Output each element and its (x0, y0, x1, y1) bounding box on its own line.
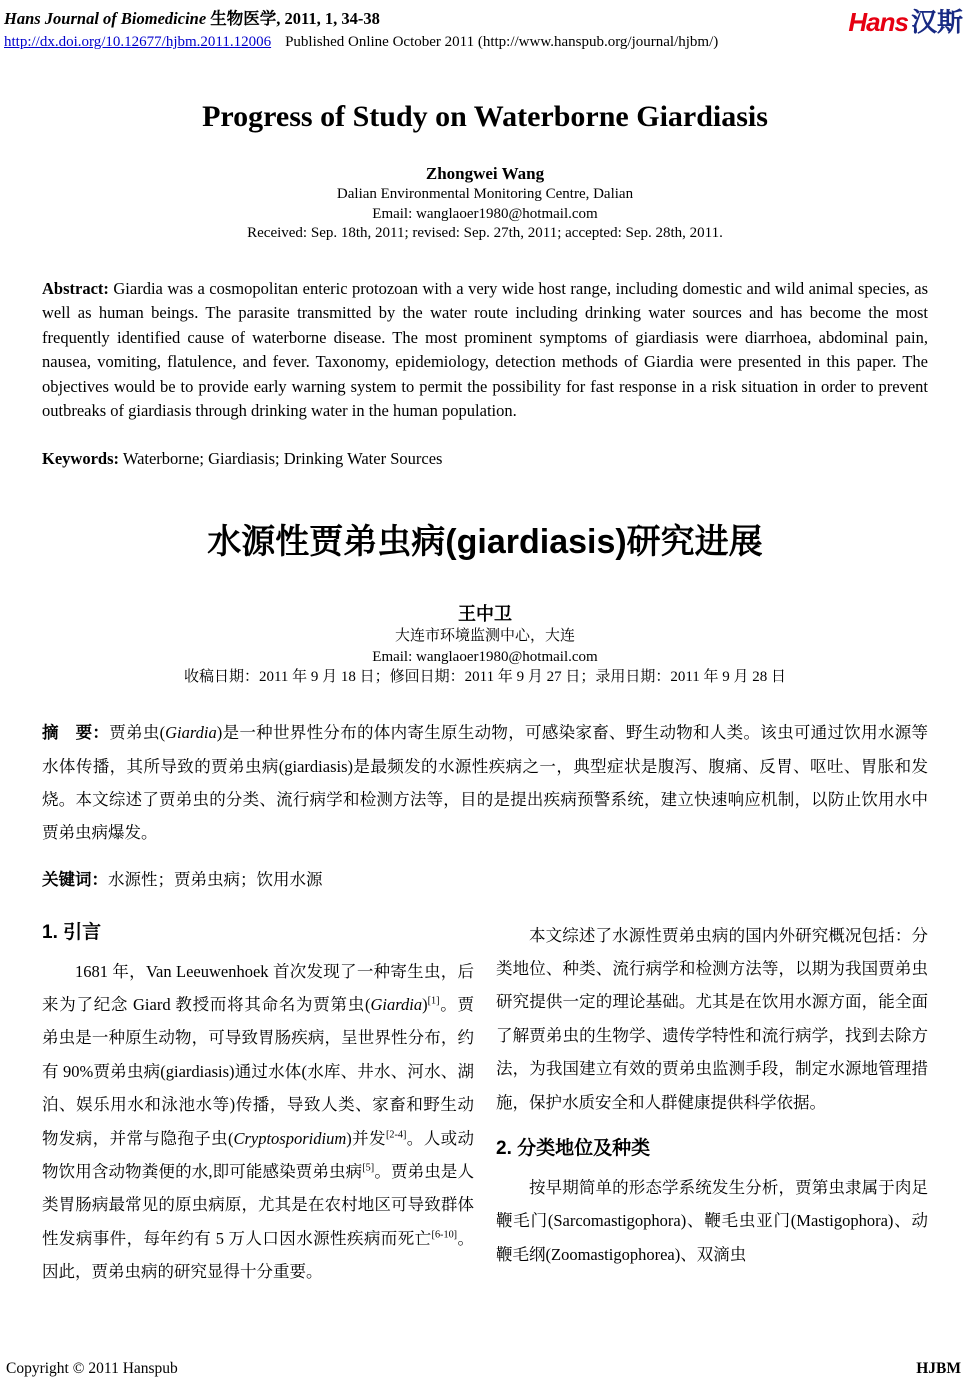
article-title-zh: 水源性贾弟虫病(giardiasis)研究进展 (207, 523, 763, 562)
journal-abbrev: HJBM (916, 1360, 961, 1377)
author-block-zh (42, 602, 928, 688)
abstract-label-en: Abstract: (42, 278, 109, 298)
keywords-zh (42, 863, 928, 897)
two-column-body (42, 919, 928, 1289)
doi-link[interactable]: http://dx.doi.org/10.12677/hjbm.2011.12006 (4, 34, 272, 50)
keywords-label-zh: 关键词： (42, 870, 108, 889)
hans-logo-zh: 汉斯 (910, 7, 963, 37)
taxonomy-paragraph: 按早期简单的形态学系统发生分析，贾第虫隶属于肉足鞭毛门(Sarcomastigophora)、鞭毛虫亚门(Mastigophora)、动鞭毛纲(Zoomastigophorea)、双滴虫 (496, 1178, 928, 1264)
abstract-text-en: Giardia was a cosmopolitan enteric protozoan with a very wide host range, including domestic and wild animal species, as well as human beings. The parasite transmitted by the water route including drinking water sources and has become the most frequently identified cause of waterborne disease. The most prominent symptoms of giardiasis were diarrhoea, abdominal pain, nausea, vomiting, flatulence, and fever. Taxonomy, epidemiology, detection methods of Giardia were presented in this paper. The objectives would be to provide early warning system to permit the possibility for fast response in a risk situation in order to prevent outbreaks of giardiasis through drinking water in the human population. (42, 278, 928, 421)
right-column (496, 919, 928, 1289)
author-name-en: Zhongwei Wang (425, 164, 545, 183)
keywords-label-en: Keywords: (42, 449, 119, 469)
section-1-heading: 1. 引言 (42, 921, 102, 943)
main-content (4, 98, 963, 1289)
keywords-en (42, 447, 928, 471)
overview-paragraph: 本文综述了水源性贾弟虫病的国内外研究概况包括：分类地位、种类、流行病学和检测方法等，以期为我国贾弟虫研究提供一定的理论基础。尤其是在饮用水源方面，能全面了解贾弟虫的生物学、遗传学特性和流行病学，找到去除方法，为我国建立有效的贾弟虫监测手段，制定水源地管理措施，保护水质安全和人群健康提供科学依据。 (496, 925, 928, 1112)
page-header (4, 8, 963, 52)
article-title-en: Progress of Study on Waterborne Giardiasis (202, 100, 768, 133)
published-info: Published Online October 2011 (http://www.hanspub.org/journal/hjbm/) (285, 34, 719, 50)
section-2-heading: 2. 分类地位及种类 (496, 1138, 651, 1159)
keywords-text-zh: 水源性；贾弟虫病；饮用水源 (108, 869, 323, 889)
dates-zh: 收稿日期：2011 年 9 月 18 日；修回日期：2011 年 9 月 27 日；录用日期：2011 年 9 月 28 日 (183, 669, 787, 686)
author-block-en (42, 163, 928, 244)
keywords-text-en: Waterborne; Giardiasis; Drinking Water Sources (119, 449, 443, 469)
hans-logo (848, 8, 963, 36)
abstract-label-zh: 摘 要： (42, 723, 110, 742)
author-name-zh: 王中卫 (458, 604, 512, 625)
abstract-text-zh: 贾弟虫(Giardia)是一种世界性分布的体内寄生原生动物，可感染家畜、野生动物和人类。该虫可通过饮用水源等水体传播，其所导致的贾弟虫病(giardiasis)是最频发的水源性疾病之一，典型症状是腹泻、腹痛、反胃、呕吐、胃胀和发烧。本文综述了贾弟虫的分类、流行病学和检测方法等，目的是提出疾病预警系统，建立快速响应机制，以防止饮用水中贾弟虫病爆发。 (42, 722, 928, 842)
journal-title-en: Hans Journal of Biomedicine (4, 9, 207, 28)
copyright-text: Copyright © 2011 Hanspub (6, 1360, 178, 1377)
intro-paragraph: 1681 年，Van Leeuwenhoek 首次发现了一种寄生虫，后来为了纪念 Giard 教授而将其命名为贾第虫(Giardia)[1]。贾弟虫是一种原生动物，可导致胃肠疾病，呈世界性分布，约有 90%贾弟虫病(giardiasis)通过水体(水库、井水、河水、湖泊、娱乐用水和泳池水等)传播，导致人类、家畜和野生动物发病，并常与隐孢子虫(Cryptosporidium)并发[2-4]。人或动物饮用含动物粪便的水,即可能感染贾弟虫病[5]。贾弟虫是人类胃肠病最常见的原虫病原，尤其是在农村地区可导致群体性发病事件，每年约有 5 万人口因水源性疾病而死亡[6-10]。因此，贾弟虫病的研究显得十分重要。 (42, 961, 475, 1282)
affiliation-en: Dalian Environmental Monitoring Centre, Dalian (336, 186, 634, 202)
email-en: Email: wanglaoer1980@hotmail.com (372, 205, 598, 222)
abstract-en (42, 277, 928, 425)
page-footer (6, 1359, 961, 1379)
hans-logo-en: Hans (848, 7, 908, 37)
dates-en: Received: Sep. 18th, 2011; revised: Sep. 27th, 2011; accepted: Sep. 28th, 2011. (247, 225, 723, 241)
abstract-zh (42, 716, 928, 849)
email-zh: Email: wanglaoer1980@hotmail.com (372, 648, 598, 665)
doi-line (4, 32, 718, 52)
journal-title-zh: 生物医学, 2011, 1, 34-38 (206, 9, 380, 28)
journal-title-line (4, 8, 718, 29)
left-column (42, 919, 474, 1289)
journal-info (4, 8, 718, 52)
affiliation-zh: 大连市环境监测中心，大连 (394, 628, 575, 645)
